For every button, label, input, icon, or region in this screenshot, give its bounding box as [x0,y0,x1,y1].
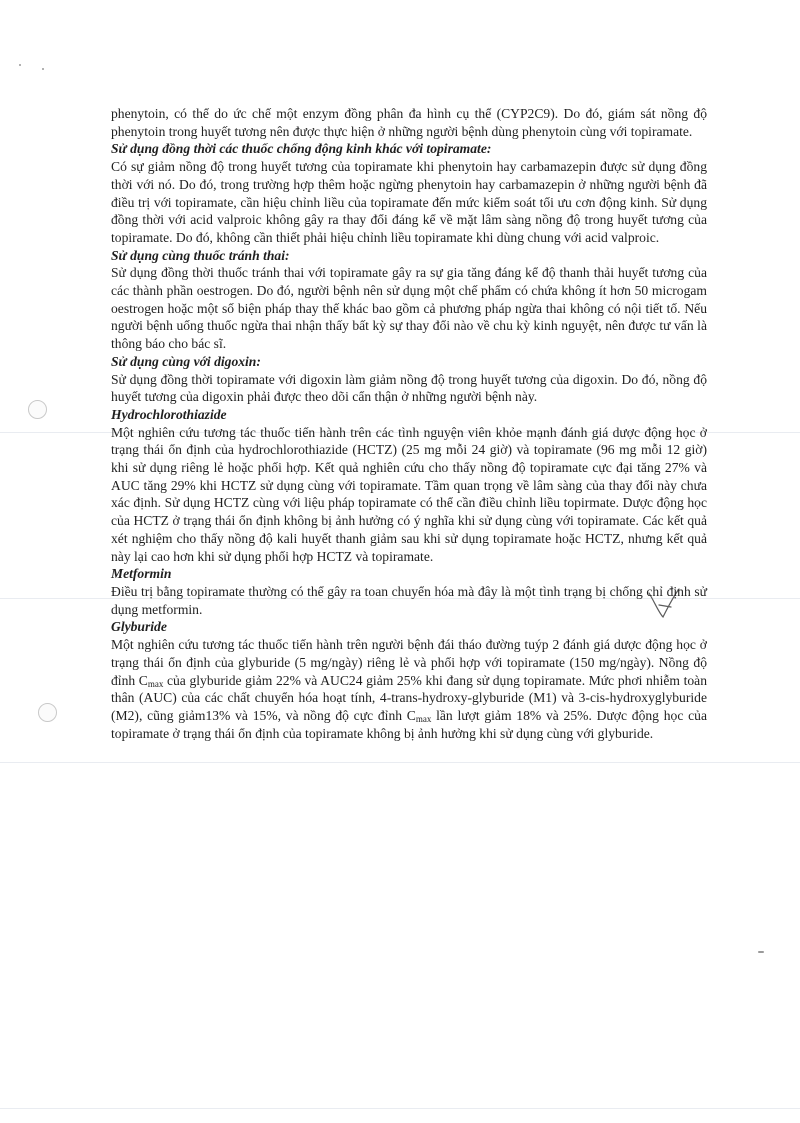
heading-metformin: Metformin [111,566,172,582]
subscript-max: max [147,678,164,689]
text-run: Một nghiên cứu tương tác thuốc tiến hành trên người bệnh đái tháo đường tuýp 2 đánh giá dược động học ở trạng thái ổn định của glyburide (5 mg/ngày) riêng lẻ và phối hợp với topiramate (150 mg/ngày). Nồng độ đỉnh C [111,637,707,688]
heading-antiepileptics: Sử dụng đồng thời các thuốc chống động kinh khác với topiramate: [111,141,492,157]
binder-hole-mark [28,400,47,419]
heading-glyburide: Glyburide [111,619,167,635]
paragraph-glyburide [111,636,707,742]
ruled-line [0,762,800,763]
subscript-max: max [415,713,432,724]
paragraph-phenytoin: phenytoin, có thể do ức chế một enzym đồng phân đa hình cụ thể (CYP2C9). Do đó, giám sát nồng độ phenytoin trong huyết tương nên được thực hiện ở những người bệnh dùng phenytoin cùng với topiramate. [111,106,707,139]
text-run: của glyburide giảm 22% và AUC24 giảm 25% khi đang sử dụng topiramate. Mức phơi nhiễm toàn thân (AUC) của các chất chuyển hóa hoạt tính, 4-trans-hydroxy-glyburide (M1) và 3-cis-hydroxyglyburide (M2), cũng giảm13% và 15%, và nồng độ cực đỉnh C [111,672,707,723]
scan-speck [19,64,21,66]
paragraph-metformin: Điều trị bằng topiramate thường có thể gây ra toan chuyển hóa mà đây là một tình trạng bị chống chỉ định sử dụng metformin. [111,583,707,617]
heading-contraceptives: Sử dụng cùng thuốc tránh thai: [111,247,290,263]
paragraph-digoxin: Sử dụng đồng thời topiramate với digoxin làm giảm nồng độ trong huyết tương của digoxin. Do đó, nồng độ huyết tương của digoxin phải được theo dõi cẩn thận ở những người bệnh này. [111,371,707,405]
paragraph-hydrochlorothiazide: Một nghiên cứu tương tác thuốc tiến hành trên các tình nguyện viên khỏe mạnh đánh giá dược động học ở trạng thái ổn định của hydrochlorothiazide (HCTZ) (25 mg mỗi 24 giờ) và topiramate (96 mg mỗi 12 giờ) khi sử dụng riêng lẻ hoặc phối hợp. Kết quả nghiên cứu cho thấy nồng độ topiramate cực đại tăng 27% và AUC tăng 29% khi HCTZ sử dụng cùng với topiramate. Tầm quan trọng về lâm sàng của thay đổi này chưa xác định. Sử dụng HCTZ cùng với liệu pháp topiramate có thể cần điều chỉnh liều topirmate. Dược động học của HCTZ ở trạng thái ổn định không bị ảnh hưởng có ý nghĩa khi sử dụng cùng với topiramate. Các kết quả xét nghiệm cho thấy nồng độ kali huyết thanh giảm sau khi sử dụng topiramate hoặc HCTZ, nhưng kết quả này lại cao hơn khi sử dụng phối hợp HCTZ và topiramate. [111,424,707,564]
heading-digoxin: Sử dụng cùng với digoxin: [111,353,261,369]
scan-speck [758,951,764,953]
document-body [111,105,707,742]
paragraph-antiepileptics: Có sự giảm nồng độ trong huyết tương của topiramate khi phenytoin hay carbamazepin được sử dụng đồng thời với nó. Do đó, trong trường hợp thêm hoặc ngừng phenytoin hay carbamazepin ở những người bệnh đã điều trị với topiramate, cần hiệu chỉnh liều của topiramate đến mức kiểm soát tối ưu cơn động kinh. Sử dụng đồng thời với acid valproic không gây ra thay đổi đáng kể về mặt lâm sàng nồng độ trong huyết tương của topiramate. Do đó, không cần thiết phải hiệu chỉnh liều topiramate khi dùng chung với acid valproic. [111,159,707,245]
ruled-line [0,1108,800,1109]
heading-hydrochlorothiazide: Hydrochlorothiazide [111,406,227,422]
text-run: lần lượt giảm 18% và 25%. Dược động học của topiramate ở trạng thái ổn định của topiramate không bị ảnh hưởng khi sử dụng cùng với glyburide. [111,707,707,741]
binder-hole-mark [38,703,57,722]
scan-speck [42,68,44,70]
paragraph-contraceptives: Sử dụng đồng thời thuốc tránh thai với topiramate gây ra sự gia tăng đáng kể độ thanh thải huyết tương của các thành phần oestrogen. Do đó, người bệnh nên sử dụng một chế phẩm có chứa không ít hơn 50 microgam oestrogen hoặc một số biện pháp thay thế khác bao gồm cả phương pháp ngừa thai không có nội tiết tố. Nếu người bệnh uống thuốc ngừa thai nhận thấy bất kỳ sự thay đổi nào về chu kỳ kinh nguyệt, nên được tư vấn là thông báo cho bác sĩ. [111,265,707,352]
